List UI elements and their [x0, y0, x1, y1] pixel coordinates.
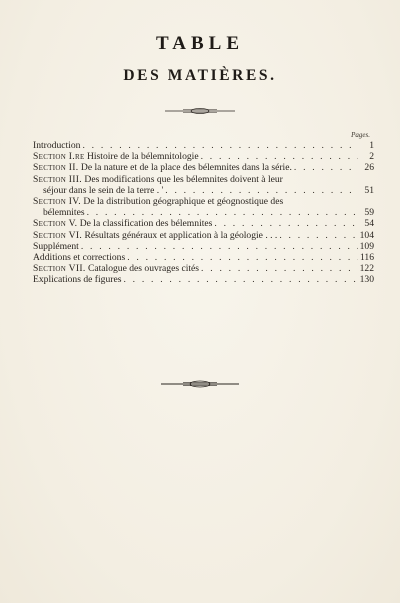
toc-page-number: 59 — [364, 207, 374, 219]
toc-entry-title-line1: Des modifications que les bélemnites doivent à leur — [84, 173, 283, 185]
toc-entry-title: Supplément — [33, 240, 79, 252]
toc-section-label: Section VII. — [33, 263, 86, 275]
dot-leader — [279, 230, 357, 241]
dot-leader — [127, 252, 358, 263]
toc-page-number: 1 — [369, 140, 374, 151]
toc-entry-section-3[interactable] — [33, 174, 374, 196]
dot-leader — [201, 263, 358, 274]
dot-leader — [87, 207, 358, 218]
bottom-ornament-rule — [0, 379, 400, 389]
toc-entry-figures[interactable] — [33, 274, 374, 285]
dot-leader — [81, 241, 358, 252]
toc-section-label: Section I.re — [33, 151, 85, 163]
table-of-contents — [33, 140, 374, 286]
toc-entry-supplement[interactable] — [33, 241, 374, 252]
toc-entry-title: Introduction — [33, 140, 81, 151]
toc-page-number: 116 — [359, 252, 374, 264]
page-title: TABLE — [155, 33, 244, 54]
toc-entry-title: Additions et corrections — [33, 252, 126, 264]
top-ornament-rule — [0, 106, 400, 116]
toc-section-label: Section III. — [33, 173, 82, 185]
toc-page-number: 130 — [359, 274, 374, 286]
toc-entry-title-line1: De la distribution géographique et géognostique des — [83, 196, 284, 208]
toc-entry-section-1[interactable] — [33, 151, 374, 162]
toc-entry-title-line2: bélemnites — [43, 207, 85, 219]
toc-page-number: 26 — [364, 162, 374, 174]
toc-entry-title: De la nature et de la place des bélemnites dans la série. — [80, 162, 292, 174]
pages-column-label: Pages. — [351, 131, 370, 139]
dot-leader — [214, 218, 358, 229]
toc-entry-section-6[interactable] — [33, 230, 374, 241]
page-subtitle: DES MATIÈRES. — [123, 67, 277, 84]
toc-entry-section-5[interactable] — [33, 218, 374, 229]
toc-entry-title: Histoire de la bélemnitologie — [86, 151, 199, 163]
toc-entry-section-2[interactable] — [33, 162, 374, 173]
toc-page-number: 104 — [359, 229, 374, 241]
toc-page-number: 122 — [359, 263, 374, 275]
toc-page-number: 109 — [359, 240, 374, 252]
dot-leader — [165, 185, 358, 196]
toc-entry-section-7[interactable] — [33, 263, 374, 274]
toc-page-number: 51 — [364, 184, 374, 196]
toc-page-number: 2 — [369, 151, 374, 163]
toc-entry-additions[interactable] — [33, 252, 374, 263]
toc-entry-title: De la classification des bélemnites — [79, 218, 213, 230]
dot-leader — [82, 140, 358, 151]
toc-entry-title: Explications de figures — [33, 274, 122, 286]
toc-entry-title-line2: séjour dans le sein de la terre . ' — [43, 184, 164, 196]
toc-section-label: Section VI. — [33, 229, 83, 241]
toc-entry-title: Résultats généraux et application à la géologie . . . — [84, 229, 278, 241]
toc-entry-section-4[interactable] — [33, 196, 374, 218]
dot-leader — [123, 274, 357, 285]
toc-section-label: Section IV. — [33, 196, 81, 208]
dot-leader — [294, 162, 358, 173]
toc-section-label: Section II. — [33, 162, 79, 174]
toc-entry-introduction[interactable] — [33, 140, 374, 151]
dot-leader — [201, 151, 358, 162]
toc-section-label: Section V. — [33, 218, 78, 230]
toc-entry-title: Catalogue des ouvrages cités — [87, 263, 200, 275]
toc-page-number: 54 — [364, 218, 374, 230]
